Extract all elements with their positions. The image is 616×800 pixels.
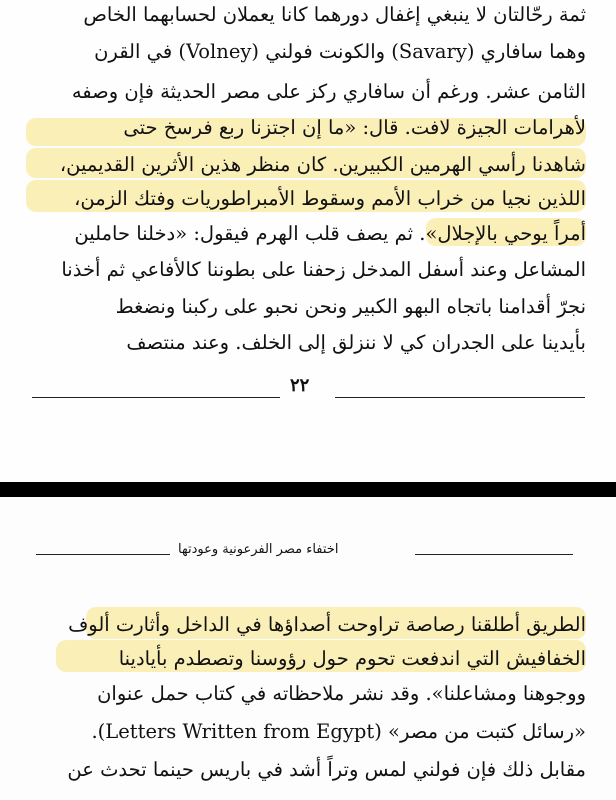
body-text-line: اللذين نجيا من خراب الأمم وسقوط الأمبراطوريات وفتك الزمن،: [74, 187, 586, 210]
running-head-rule-right: [415, 554, 573, 555]
body-text-line: لأهرامات الجيزة لافت. قال: «ما إن اجتزنا ربع فرسخ حتى: [123, 116, 586, 139]
page-divider: [0, 482, 616, 497]
body-text-line: الطريق أطلقنا رصاصة تراوحت أصداؤها في الداخل وأثارت ألوف: [68, 613, 586, 636]
folio-rule-right: [335, 397, 585, 398]
body-text-line: الثامن عشر. ورغم أن سافاري ركز على مصر الحديثة فإن وصفه: [71, 80, 586, 103]
body-text-line: ثمة رحّالتان لا ينبغي إغفال دورهما كانا يعملان لحسابهما الخاص: [83, 3, 586, 26]
body-text-line: أمراً يوحي بالإجلال». ثم يصف قلب الهرم فيقول: «دخلنا حاملين: [74, 222, 586, 245]
running-head: اختفاء مصر الفرعونية وعودتها: [178, 542, 339, 557]
body-text-line: ووجوهنا ومشاعلنا». وقد نشر ملاحظاته في كتاب حمل عنوان: [97, 682, 586, 705]
body-text-line: بأيدينا على الجدران كي لا ننزلق إلى الخلف. وعند منتصف: [126, 331, 586, 354]
body-text-line: وهما سافاري (Savary) والكونت فولني (Volney) في القرن: [94, 40, 586, 63]
body-text-line: «رسائل كتبت من مصر» (Letters Written from Egypt).: [91, 720, 586, 743]
body-text-line: مقابل ذلك فإن فولني لمس وتراً أشد في باريس حينما تحدث عن: [67, 758, 586, 781]
page-number: ٢٢: [290, 375, 310, 396]
body-text-line: المشاعل وعند أسفل المدخل زحفنا على بطوننا كالأفاعي ثم أخذنا: [61, 258, 586, 281]
body-text-line: شاهدنا رأسي الهرمين الكبيرين. كان منظر هذين الأثرين القديمين،: [59, 153, 586, 176]
body-text-line: نجرّ أقدامنا باتجاه البهو الكبير ونحن نحبو على ركبنا ونضغط: [115, 295, 586, 318]
body-text-line: الخفافيش التي اندفعت تحوم حول رؤوسنا وتصطدم بأيادينا: [118, 647, 586, 670]
folio-rule-left: [32, 397, 280, 398]
running-head-rule-left: [36, 554, 170, 555]
bottom-page: [0, 497, 616, 800]
